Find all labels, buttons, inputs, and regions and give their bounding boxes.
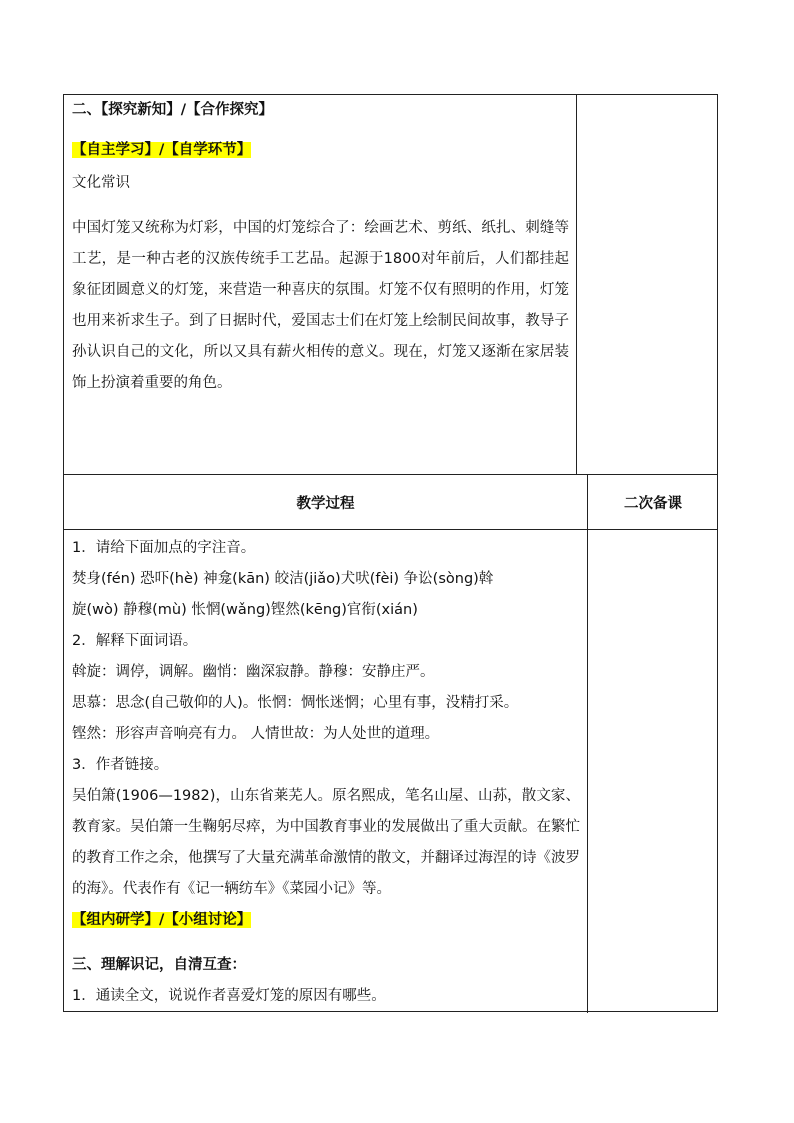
bottom-left-cell	[72, 533, 580, 1011]
content-line: 3．作者链接。	[72, 757, 169, 773]
content-line: 铿然：形容声音响亮有力。 人情世故：为人处世的道理。	[72, 726, 440, 742]
content-line: 焚身(fén) 恐吓(hè) 神龛(kān) 皎洁(jiǎo)犬吠(fèi) 争讼(sòng)斡	[72, 571, 494, 587]
content-line: 旋(wò) 静穆(mù) 怅惘(wǎng)铿然(kēng)官衔(xián)	[72, 602, 418, 618]
column-divider-top	[576, 95, 577, 474]
second-prep-header: 二次备课	[624, 495, 682, 512]
section-three-heading: 三、理解识记，自清互查：	[72, 957, 246, 973]
content-line: 2．解释下面词语。	[72, 633, 198, 649]
teaching-process-header: 教学过程	[296, 495, 355, 512]
lesson-table	[63, 94, 718, 1012]
self-study-tag: 【自主学习】/【自学环节】	[72, 142, 252, 158]
row-divider-header-bottom	[64, 529, 717, 530]
culture-title: 文化常识	[72, 175, 130, 191]
author-text: 吴伯箫(1906—1982)，山东省莱芜人。原名熙成，笔名山屋、山荪，散文家、教育家。吴伯箫一生鞠躬尽瘁，为中国教育事业的发展做出了重大贡献。在繁忙的教育工作之余，他撰写了大量充满革命激情的散文，并翻译过海涅的诗《波罗的海》。代表作有《记一辆纺车》《菜园小记》等。	[72, 788, 580, 897]
content-line: 1．请给下面加点的字注音。	[72, 540, 256, 556]
top-left-cell	[72, 95, 569, 474]
column-divider-bottom	[587, 529, 588, 1013]
question-1: 1．通读全文，说说作者喜爱灯笼的原因有哪些。	[72, 988, 386, 1004]
content-line: 思慕：思念(自己敬仰的人)。怅惘：惆怅迷惘；心里有事，没精打采。	[72, 695, 519, 711]
group-study-tag: 【组内研学】/【小组讨论】	[72, 912, 252, 928]
culture-text: 中国灯笼又统称为灯彩，中国的灯笼综合了：绘画艺术、剪纸、纸扎、刺缝等工艺，是一种古老的汉族传统手工艺品。起源于1800对年前后，人们都挂起象征团圆意义的灯笼，来营造一种喜庆的氛围。灯笼不仅有照明的作用，灯笼也用来祈求生子。到了日据时代，爱国志士们在灯笼上绘制民间故事，教导子孙认识自己的文化，所以又具有薪火相传的意义。现在，灯笼又逐渐在家居装饰上扮演着重要的角色。	[72, 220, 569, 391]
section-heading: 二、【探究新知】/【合作探究】	[72, 102, 274, 118]
content-line: 斡旋：调停，调解。幽悄：幽深寂静。静穆：安静庄严。	[72, 664, 435, 680]
